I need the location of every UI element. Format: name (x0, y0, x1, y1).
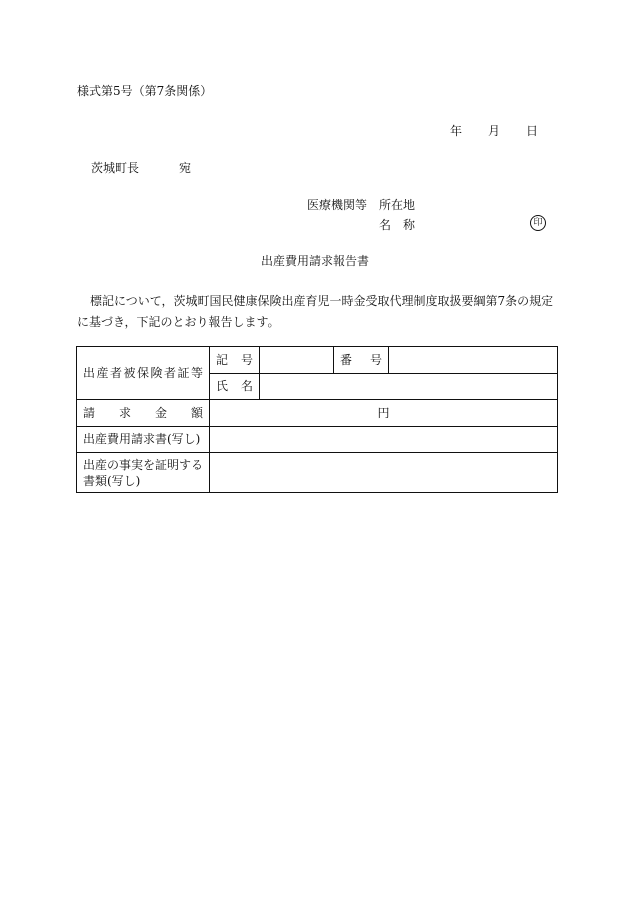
form-number-label: 様式第5号（第7条関係） (77, 84, 213, 98)
number-field[interactable] (389, 347, 558, 374)
date-day-label: 日 (526, 124, 539, 138)
institution-address-label: 所在地 (379, 198, 416, 212)
table-row (77, 347, 558, 374)
insurance-card-label: 出産者被保険者証等 (77, 347, 210, 400)
institution-label: 医療機関等 (307, 198, 368, 212)
invoice-copy-field[interactable] (210, 427, 558, 453)
date-year-label: 年 (450, 124, 463, 138)
institution-name-label: 名 称 (379, 218, 416, 232)
document-title: 出産費用請求報告書 (260, 254, 369, 268)
table-row (77, 400, 558, 427)
amount-field[interactable] (210, 400, 558, 427)
symbol-label: 記 号 (210, 347, 260, 374)
institution-address-row (307, 198, 415, 212)
birth-proof-field[interactable] (210, 453, 558, 493)
symbol-field[interactable] (260, 347, 334, 374)
table-row (77, 427, 558, 453)
birth-proof-label: 出産の事実を証明する書類(写し) (77, 453, 210, 493)
name-label: 氏 名 (210, 374, 260, 400)
name-field[interactable] (260, 374, 558, 400)
amount-unit: 円 (377, 405, 390, 420)
report-table (76, 346, 558, 493)
date-month-label: 月 (488, 124, 501, 138)
amount-label: 請 求 金 額 (77, 400, 210, 427)
date-line (450, 124, 538, 138)
body-text: 標記について，茨城町国民健康保険出産育児一時金受取代理制度取扱要綱第7条の規定に基づき，下記のとおり報告します。 (77, 294, 554, 329)
table-row (77, 453, 558, 493)
addressee-name: 茨城町長 (91, 161, 140, 175)
addressee (91, 161, 191, 175)
body-paragraph (77, 291, 559, 333)
number-label: 番 号 (334, 347, 389, 374)
seal-mark: 印 (530, 215, 546, 231)
addressee-suffix: 宛 (179, 161, 192, 175)
invoice-copy-label: 出産費用請求書(写し) (77, 427, 210, 453)
